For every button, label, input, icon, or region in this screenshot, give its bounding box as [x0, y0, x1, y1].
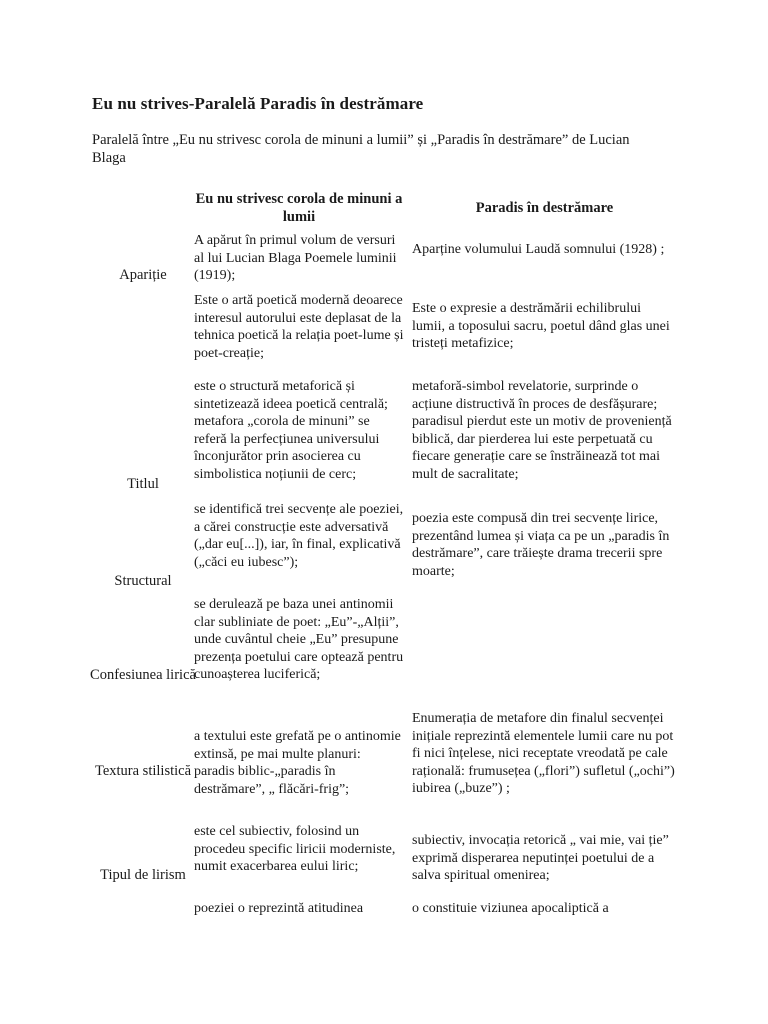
- cell-tipul-col2: este cel subiectiv, folosind un procedeu specific liricii moderniste, numit exacerbarea eului liric;: [194, 824, 396, 875]
- cell-titlul-col3: metaforă-simbol revelatorie, surprinde o acțiune distructivă în proces de desfășurare; paradisul pierdut este un motiv de proveniență biblică, dar pierderea lui este perpetuată cu fiecare generație care se înstrăinează tot mai mult de sacralitate;: [412, 379, 672, 482]
- row-label-structural: Structural: [114, 573, 172, 589]
- row-label-tipul-lirism: Tipul de lirism: [100, 867, 186, 883]
- cell-partial-col3: o constituie viziunea apocaliptică a: [412, 901, 609, 916]
- cell-aparitie-col3: Aparține volumului Laudă somnului (1928) ;: [412, 242, 665, 257]
- row-label-aparitie: Apariție: [119, 267, 167, 283]
- row-label-titlul: Titlul: [127, 476, 159, 492]
- cell-structural-col3: poezia este compusă din trei secvențe lirice, prezentând lumea și viața ca pe un „paradis în destrămare”, care trăiește drama trecerii spre moarte;: [412, 511, 670, 579]
- cell-tipul-col3: subiectiv, invocația retorică „ vai mie, vai ție” exprimă disperarea neputinței poetului de a salva spiritual omenirea;: [412, 833, 669, 884]
- cell-arta-poetica-col2: Este o artă poetică modernă deoarece interesul autorului este deplasat de la tehnica poetică la relația poet-lume și poet-creație;: [194, 293, 404, 361]
- cell-textura-col2: a textului este grefată pe o antinomie extinsă, pe mai multe planuri: paradis biblic-„paradis în destrămare”, „ flăcări-frig”;: [194, 729, 401, 797]
- header-col2: Eu nu strivesc corola de minuni a lumii: [195, 191, 403, 225]
- cell-arta-poetica-col3: Este o expresie a destrămării echilibrului lumii, a toposului sacru, poetul dând glas unei tristeți metafizice;: [412, 301, 670, 352]
- cell-structural-col2: se identifică trei secvențe ale poeziei, a cărei construcție este adversativă („dar eu[...]), iar, în final, explicativă („căci eu iubesc”);: [194, 502, 404, 570]
- cell-confesiunea-col2: se derulează pe baza unei antinomii clar subliniate de poet: „Eu”-„Alții”, unde cuvântul cheie „Eu” presupune prezența poetului care optează pentru cunoașterea luciferică;: [194, 597, 404, 683]
- cell-titlul-col2: este o structură metaforică și sintetizează ideea poetică centrală; metafora „corola de minuni” se referă la perfecțiunea universului înconjurător prin asocierea cu simbolistica noțiunii de cerc;: [194, 379, 388, 482]
- header-col3: Paradis în destrămare: [475, 200, 614, 216]
- document-title: Eu nu strives-Paralelă Paradis în destrămare: [92, 94, 424, 113]
- row-label-textura: Textura stilistică: [94, 763, 192, 779]
- intro-paragraph: Paralelă între „Eu nu strivesc corola de minuni a lumii” și „Paradis în destrămare” de Lucian Blaga: [92, 132, 630, 166]
- row-label-confesiunea: Confesiunea lirică: [90, 667, 196, 683]
- cell-aparitie-col2: A apărut în primul volum de versuri al lui Lucian Blaga Poemele luminii (1919);: [194, 233, 397, 284]
- cell-partial-col2: poeziei o reprezintă atitudinea: [194, 901, 364, 916]
- cell-textura-col3: Enumerația de metafore din finalul secvenței inițiale reprezintă elementele lumii care nu pot fi nici înțelese, nici receptate vreodată pe cale rațională: frumusețea („flori”) sufletul („ochi”) iubirea („buze”) ;: [412, 711, 675, 797]
